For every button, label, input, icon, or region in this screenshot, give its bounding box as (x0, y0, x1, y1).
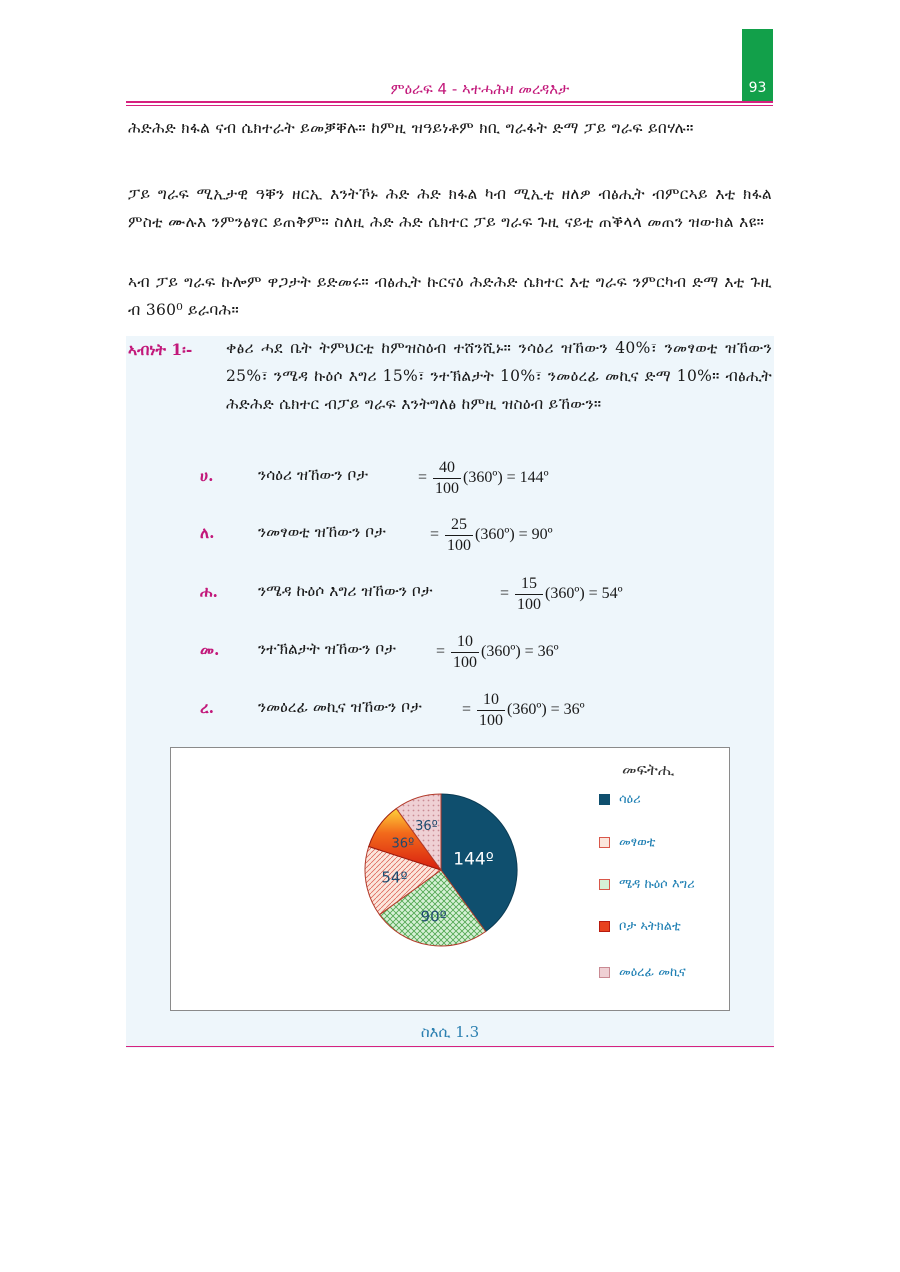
legend-label: መዕረፊ መኪና (619, 965, 686, 980)
legend-swatch (599, 837, 610, 848)
pie-slice-label: 36º (415, 819, 438, 835)
step-equation: = $\frac{10}{100}$ (360º) = 36º (436, 633, 559, 671)
fraction-denominator: 100 (435, 480, 460, 497)
step-text: ንሜዳ ኩዕሶ እግሪ ዝኸውን ቦታ (258, 582, 433, 600)
step-result: = 144º (506, 469, 549, 487)
step-label: መ. (200, 640, 220, 659)
pie-slice-label: 54º (381, 868, 408, 887)
step-label: ሀ. (200, 466, 214, 485)
angle-factor: (360º) (481, 643, 521, 661)
fraction-numerator: 15 (515, 574, 543, 595)
fraction-numerator: 25 (445, 515, 473, 536)
example-label: ኣብነት 1፡- (128, 340, 193, 359)
fraction-denominator: 100 (447, 537, 472, 554)
page-number: 93 (748, 80, 767, 96)
step-result: = 36º (524, 643, 559, 661)
legend-label: ቦታ ኣትክልቲ (619, 919, 681, 934)
step-result: = 90º (518, 526, 553, 544)
footer-rule (126, 1046, 774, 1047)
step-label: ረ. (200, 698, 215, 717)
paragraph-1: ሕድሕድ ክፋል ናብ ሴክተራት ይመቓቐሉ። ከምዚ ዝዓይነቶም ክቢ ግራፋት ድማ ፓይ ግራፍ ይበሃሉ። (128, 119, 694, 137)
legend-swatch (599, 921, 610, 932)
step-label: ሐ. (200, 582, 218, 601)
step-text: ንመፃወቲ ዝኸውን ቦታ (258, 523, 386, 541)
step-result: = 36º (550, 701, 585, 719)
fraction-numerator: 40 (433, 458, 461, 479)
step-equation: = $\frac{25}{100}$ (360º) = 90º (430, 516, 553, 554)
chapter-header: ምዕራፍ 4 - ኣተሓሕዛ መረዳእታ (390, 80, 570, 98)
step-result: = 54º (588, 585, 623, 603)
legend-swatch (599, 967, 610, 978)
pie-chart (291, 748, 591, 1010)
paragraph-3: ኣብ ፓይ ግራፍ ኩሎም ዋጋታት ይድመሩ። ብፅሒት ኩርናዕ ሕድሕድ ሴክተር እቲ ግራፍ ንምርካብ ድማ እቲ ጉዚ ብ 360⁰ ይራባሕ። (128, 273, 772, 319)
fraction-denominator: 100 (479, 712, 504, 729)
angle-factor: (360º) (463, 469, 503, 487)
fraction-numerator: 10 (451, 632, 479, 653)
angle-factor: (360º) (507, 701, 547, 719)
legend-swatch (599, 879, 610, 890)
step-text: ንተኽልታት ዝኸውን ቦታ (258, 640, 396, 658)
example-text: ቀፅሪ ሓደ ቤት ትምህርቲ ከምዝስዕብ ተሸንሺኑ። ንሳዕሪ ዝኸውን 40%፣ ንመፃወቲ ዝኸውን 25%፣ ንሜዳ ኩዕሶ እግሪ 15%፣ ንተኽልታት 10%፣ ንመዕረፊ መኪና ድማ 10%። ብፅሒት ሕድሕድ ሴክተር ብፓይ ግራፍ እንትግለፅ ከምዚ ዝስዕብ ይኸውን። (226, 339, 772, 413)
step-equation: = $\frac{10}{100}$ (360º) = 36º (462, 691, 585, 729)
pie-chart-frame (170, 747, 730, 1011)
angle-factor: (360º) (475, 526, 515, 544)
paragraph-2: ፓይ ግራፍ ሚኢታዊ ዓቐን ዘርኢ እንትኾኑ ሕድ ሕድ ክፋል ካብ ሚኢቲ ዘለዎ ብፅሒት ብምርኣይ እቲ ክፋል ምስቲ ሙሉእ ንምንፅፃር ይጠቅም። ስለዚ ሕድ ሕድ ሴክተር ፓይ ግራፍ ጉዚ ናይቲ ጠቕላላ መጠን ዝውክል እዩ። (128, 185, 772, 231)
legend-label: ሜዳ ኩዕሶ እግሪ (619, 877, 695, 892)
fraction-denominator: 100 (453, 654, 478, 671)
step-equation: = $\frac{40}{100}$ (360º) = 144º (418, 459, 549, 497)
fraction-numerator: 10 (477, 690, 505, 711)
pie-slice-label: 36º (391, 836, 415, 852)
legend-label: ሳዕሪ (619, 792, 641, 807)
pie-slice-label: 144º (453, 849, 494, 870)
angle-factor: (360º) (545, 585, 585, 603)
legend-label: መፃወቲ (619, 835, 656, 850)
legend-swatch (599, 794, 610, 805)
pie-slice-label: 90º (420, 907, 447, 926)
header-rule-thin (126, 105, 773, 106)
step-text: ንሳዕሪ ዝኸውን ቦታ (258, 466, 368, 484)
step-label: ለ. (200, 523, 215, 542)
fraction-denominator: 100 (517, 596, 542, 613)
legend-title: መፍትሒ (622, 760, 675, 779)
header-rule (126, 101, 773, 103)
step-equation: = $\frac{15}{100}$ (360º) = 54º (500, 575, 623, 613)
figure-caption: ስእሲ 1.3 (420, 1023, 480, 1041)
step-text: ንመዕረፊ መኪና ዝኸውን ቦታ (258, 698, 422, 716)
